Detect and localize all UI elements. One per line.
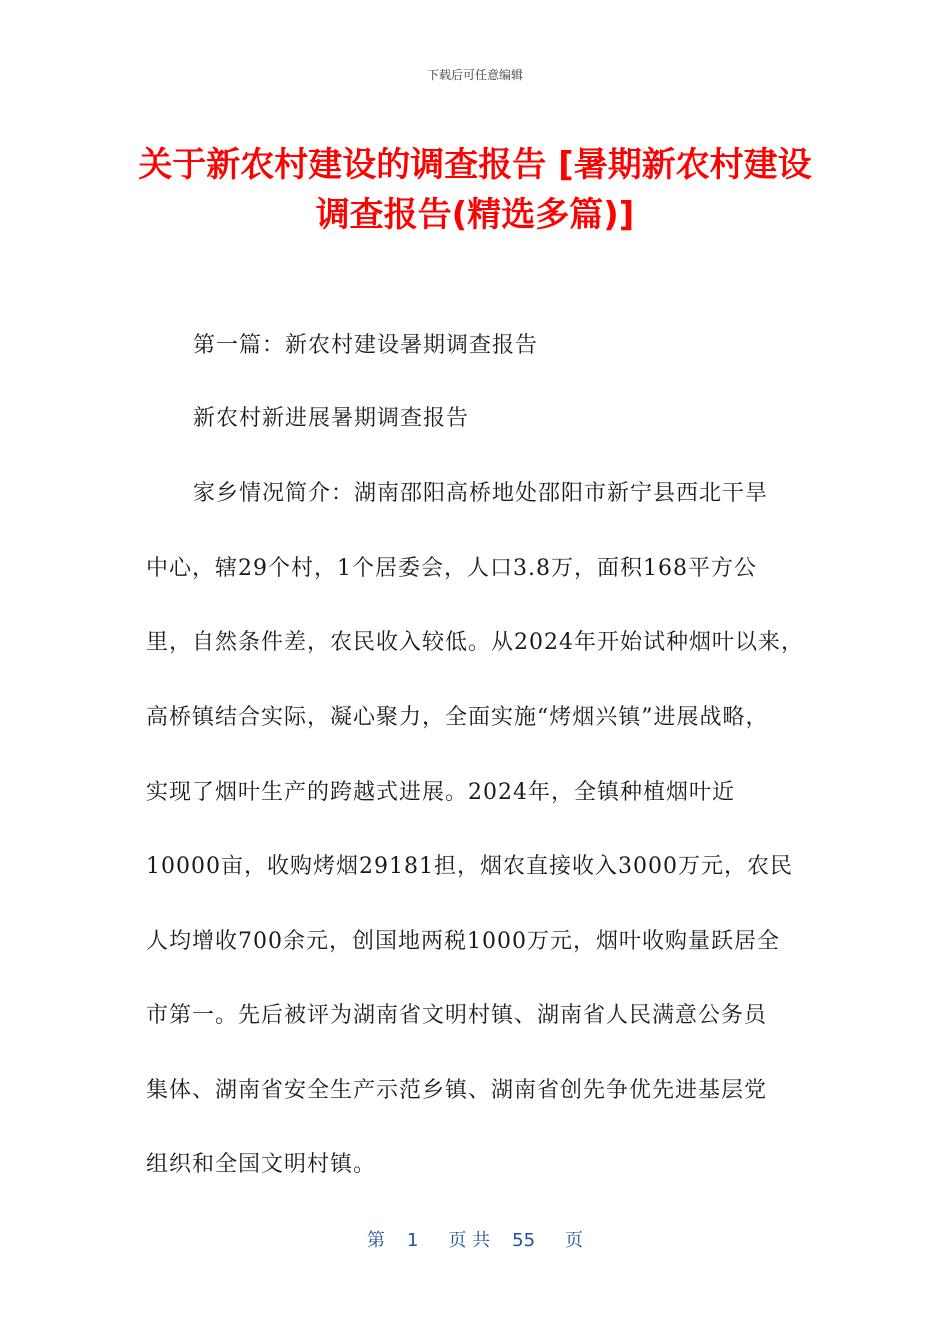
body-line: 10000亩，收购烤烟29181担，烟农直接收入3000万元，农民: [146, 854, 793, 879]
footer-total-pages: 55: [512, 1230, 536, 1251]
body-line: 组织和全国文明村镇。: [146, 1152, 377, 1177]
document-title: [100, 140, 850, 240]
body-line: 集体、湖南省安全生产示范乡镇、湖南省创先争优先进基层党: [146, 1078, 768, 1103]
footer-label-total: 页 共: [448, 1230, 491, 1251]
page-footer: [0, 1226, 950, 1252]
body-line: 里，自然条件差，农民收入较低。从2024年开始试种烟叶以来，: [146, 630, 804, 655]
body-line: 市第一。先后被评为湖南省文明村镇、湖南省人民满意公务员: [146, 1003, 768, 1028]
body-line: 家乡情况简介：湖南邵阳高桥地处邵阳市新宁县西北干旱: [193, 481, 769, 506]
footer-label-end: 页: [565, 1230, 584, 1251]
body-line: 中心，辖29个村，1个居委会，人口3.8万，面积168平方公: [146, 556, 757, 581]
body-line: 高桥镇结合实际，凝心聚力，全面实施“烤烟兴镇”进展战略，: [146, 705, 769, 730]
title-line-1: 关于新农村建设的调查报告 [暑期新农村建设: [138, 145, 812, 185]
footer-label-page: 第: [366, 1230, 385, 1251]
body-line: 人均增收700余元，创国地两税1000万元，烟叶收购量跃居全: [146, 929, 780, 954]
header-note: 下载后可任意编辑: [426, 68, 523, 82]
report-subtitle: 新农村新进展暑期调查报告: [193, 406, 470, 431]
footer-current-page: 1: [406, 1230, 419, 1251]
section-heading: 第一篇：新农村建设暑期调查报告: [193, 333, 539, 358]
body-line: 实现了烟叶生产的跨越式进展。2024年，全镇种植烟叶近: [146, 780, 735, 805]
title-line-2: 调查报告(精选多篇)]: [315, 195, 635, 235]
